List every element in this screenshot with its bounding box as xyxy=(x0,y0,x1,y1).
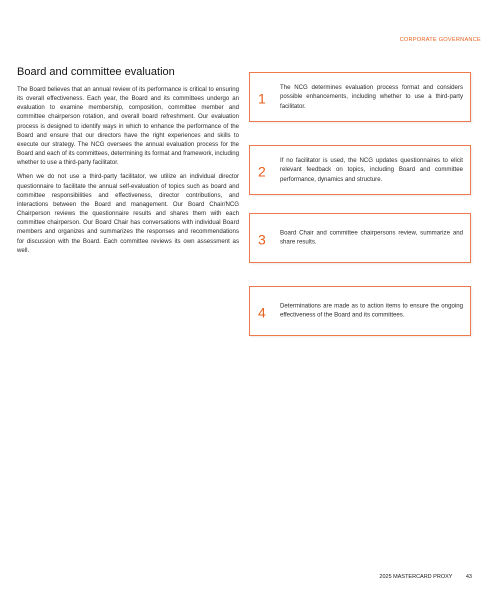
process-step-1 xyxy=(249,72,471,122)
step-text: If no facilitator is used, the NCG updates questionnaires to elicit relevant feedback on topics, including Board and committee performance, dynamics and structure. xyxy=(280,157,463,183)
step-number: 3 xyxy=(258,231,266,248)
step-text: Board Chair and committee chairpersons review, summarize and share results. xyxy=(280,229,463,246)
step-text: Determinations are made as to action items to ensure the ongoing effectiveness of the Board and its committees. xyxy=(280,302,463,319)
step-number: 4 xyxy=(258,304,266,321)
process-step-3 xyxy=(249,213,471,263)
body-paragraph: When we do not use a third-party facilitator, we utilize an individual director questionnaire to facilitate the annual self-evaluation of topics such as board and committee responsibilities and effectiveness, director contributions, and interactions between the Board and management. Our Board Chair/NCG Chairperson reviews the questionnaire results and shares them with each committee chairperson. Our Board Chair has conversations with individual Board members and organizes and summarizes the responses and recommendations for discussion with the Board. Each committee reviews its own assessment as well. xyxy=(17,173,239,254)
section-label: CORPORATE GOVERNANCE xyxy=(399,37,481,43)
step-number: 1 xyxy=(258,90,266,107)
body-paragraph: The Board believes that an annual review of its performance is critical to ensuring its overall effectiveness. Each year, the Board and its committees undergo an evaluation to examine membership, composition, committee member and committee chairperson rotation, and overall board refreshment. Our evaluation process is designed to identify ways in which to enhance the performance of the Board and ensure that our directors have the right experiences and skills to execute our strategy. The NCG oversees the annual evaluation process for the Board and each of its committees, determining its format and framework, including whether to use a third-party facilitator. xyxy=(17,86,239,167)
body-text-column xyxy=(17,85,239,260)
step-text: The NCG determines evaluation process format and considers possible enhancements, including whether to use a third-party facilitator. xyxy=(280,84,463,110)
page-footer xyxy=(379,574,472,580)
page-number: 43 xyxy=(465,574,472,580)
footer-doc-title: 2025 MASTERCARD PROXY xyxy=(379,574,453,580)
section-heading: Board and committee evaluation xyxy=(17,66,175,78)
process-step-4 xyxy=(249,286,471,336)
process-step-2 xyxy=(249,145,471,195)
step-number: 2 xyxy=(258,163,266,180)
